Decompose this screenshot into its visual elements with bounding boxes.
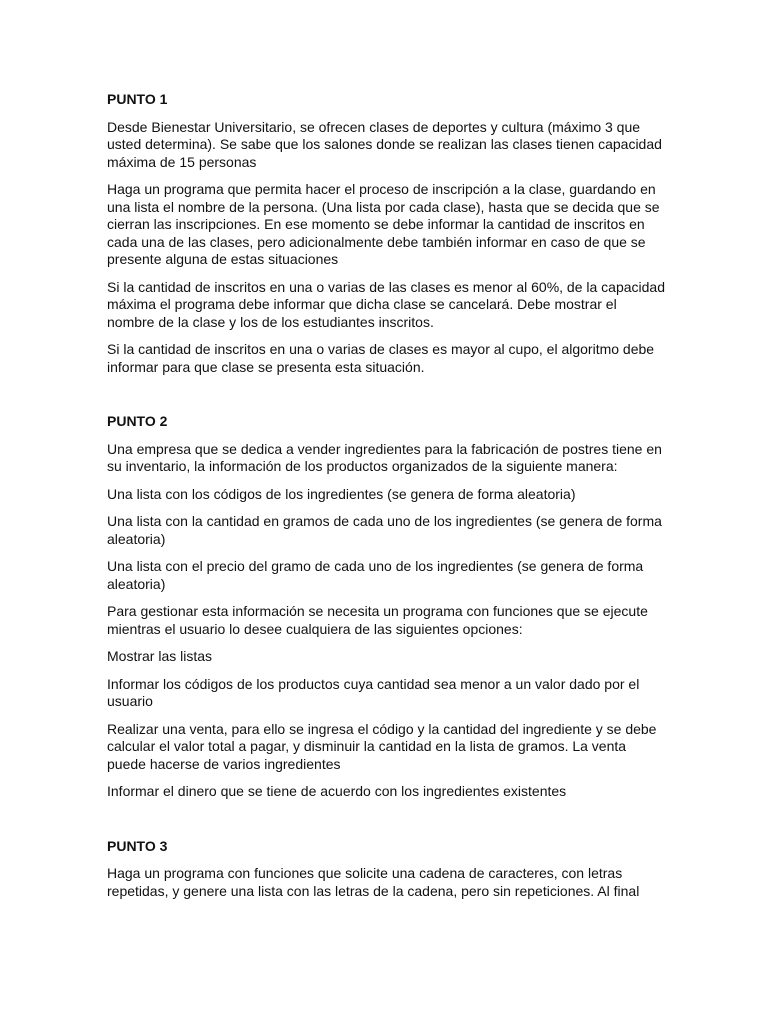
paragraph: Informar los códigos de los productos cuya cantidad sea menor a un valor dado por el usuario	[107, 675, 640, 709]
paragraph: Una lista con los códigos de los ingredientes (se genera de forma aleatoria)	[107, 485, 576, 502]
paragraph: Desde Bienestar Universitario, se ofrecen clases de deportes y cultura (máximo 3 que usted determina). Se sabe que los salones donde se realizan las clases tienen capacidad máxima de 15 personas	[107, 118, 662, 170]
paragraph: Realizar una venta, para ello se ingresa el código y la cantidad del ingrediente y se debe calcular el valor total a pagar, y disminuir la cantidad en la lista de gramos. La venta puede hacerse de varios ingredientes	[107, 720, 657, 772]
paragraph: Una lista con el precio del gramo de cada uno de los ingredientes (se genera de forma aleatoria)	[107, 558, 644, 592]
section-punto-2	[107, 413, 667, 801]
paragraph: Haga un programa que permita hacer el proceso de inscripción a la clase, guardando en una lista el nombre de la persona. (Una lista por cada clase), hasta que se decida que se cierran las inscripciones. En ese momento se debe informar la cantidad de inscritos en cada una de las clases, pero adicionalmente debe también informar en caso de que se presente alguna de estas situaciones	[107, 181, 660, 267]
paragraph: Haga un programa con funciones que solicite una cadena de caracteres, con letras repetidas, y genere una lista con las letras de la cadena, pero sin repeticiones. Al final	[107, 865, 640, 899]
paragraph: Una lista con la cantidad en gramos de cada uno de los ingredientes (se genera de forma aleatoria)	[107, 513, 662, 547]
section-punto-3	[107, 838, 667, 901]
section-punto-1	[107, 91, 667, 376]
section-spacer	[107, 811, 667, 838]
section-heading: PUNTO 1	[107, 91, 168, 107]
paragraph: Si la cantidad de inscritos en una o varias de las clases es menor al 60%, de la capacidad máxima el programa debe informar que dicha clase se cancelará. Debe mostrar el nombre de la clase y los de los estudiantes inscritos.	[107, 278, 665, 330]
section-spacer	[107, 386, 667, 413]
section-heading: PUNTO 2	[107, 413, 168, 429]
section-heading: PUNTO 3	[107, 837, 168, 854]
document-body	[107, 91, 667, 910]
paragraph: Informar el dinero que se tiene de acuerdo con los ingredientes existentes	[107, 783, 567, 799]
paragraph: Mostrar las listas	[107, 648, 213, 664]
paragraph: Si la cantidad de inscritos en una o varias de clases es mayor al cupo, el algoritmo debe informar para que clase se presenta esta situación.	[107, 341, 655, 375]
paragraph: Una empresa que se dedica a vender ingredientes para la fabricación de postres tiene en su inventario, la información de los productos organizados de la siguiente manera:	[107, 440, 662, 474]
paragraph: Para gestionar esta información se necesita un programa con funciones que se ejecute mientras el usuario lo desee cualquiera de las siguientes opciones:	[107, 603, 648, 637]
